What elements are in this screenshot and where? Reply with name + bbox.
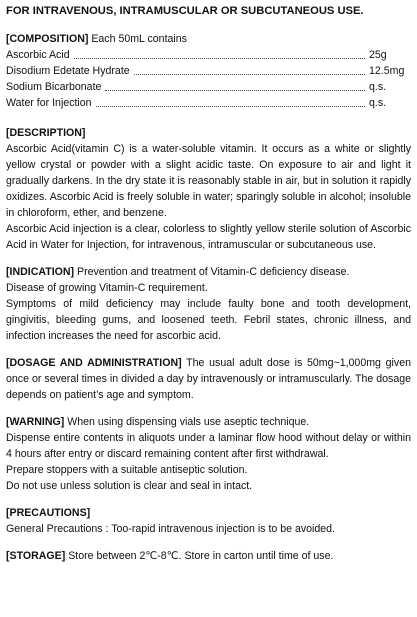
indication-section [6, 264, 411, 344]
storage-section [6, 548, 411, 564]
ingredient-amount: q.s. [369, 81, 387, 93]
description-paragraph: Ascorbic Acid injection is a clear, colorless to slightly yellow sterile solution of Ascorbic Acid in Water for Injection, for intravenous, intramuscular or subcutaneous use. [6, 223, 411, 251]
usage-title: FOR INTRAVENOUS, INTRAMUSCULAR OR SUBCUTANEOUS USE. [6, 5, 364, 17]
ingredient-amount: 12.5mg [369, 65, 405, 77]
dosage-section [6, 355, 411, 403]
leader-dots [96, 106, 365, 107]
indication-line: Disease of growing Vitamin-C requirement. [6, 282, 208, 294]
ingredient-name: Disodium Edetate Hydrate [6, 65, 130, 77]
composition-row [6, 47, 411, 63]
composition-row [6, 79, 411, 95]
leader-dots [74, 58, 365, 59]
description-paragraph: Ascorbic Acid(vitamin C) is a water-soluble vitamin. It occurs as a white or slightly yellow crystal or powder with a slight acidic taste. On exposure to air and light it gradually darkens. In the dry state it is reasonably stable in air, but in solution it rapidly oxidizes. Ascorbic Acid is freely soluble in water; sparingly soluble in alcohol; insoluble in chloroform, ether, and benzene. [6, 143, 411, 219]
precautions-section [6, 505, 411, 537]
indication-paragraph: Symptoms of mild deficiency may include faulty bone and tooth development, gingivitis, bleeding gums, and loosened teeth. Febril states, chronic illness, and infection increases the need for ascorbic acid. [6, 298, 411, 342]
composition-section [6, 31, 411, 111]
warning-section [6, 414, 411, 494]
ingredient-name: Ascorbic Acid [6, 49, 70, 61]
indication-text: Prevention and treatment of Vitamin-C deficiency disease. [74, 266, 350, 278]
ingredient-name: Sodium Bicarbonate [6, 81, 102, 93]
warning-paragraph: Dispense entire contents in aliquots under a laminar flow hood without delay or within 4 hours after entry or discard remaining content after first withdrawal. [6, 432, 411, 460]
dosage-text: The usual adult dose is 50mg~1,000mg given once or several times in divided a day by intravenously or intramuscularly. The dosage depends on patient’s age and symptom. [6, 357, 411, 401]
composition-intro: Each 50mL contains [88, 33, 187, 45]
composition-heading: [COMPOSITION] [6, 33, 89, 45]
leader-dots [134, 74, 365, 75]
description-section [6, 125, 411, 253]
indication-heading: [INDICATION] [6, 266, 75, 278]
warning-line: Do not use unless solution is clear and seal in intact. [6, 480, 253, 492]
leader-dots [105, 90, 365, 91]
description-heading: [DESCRIPTION] [6, 127, 86, 139]
composition-row [6, 95, 411, 111]
warning-text: When using dispensing vials use aseptic technique. [64, 416, 310, 428]
dosage-heading: [DOSAGE AND ADMINISTRATION] [6, 357, 182, 369]
ingredient-name: Water for Injection [6, 97, 92, 109]
warning-line: Prepare stoppers with a suitable antiseptic solution. [6, 464, 248, 476]
composition-row [6, 63, 411, 79]
storage-heading: [STORAGE] [6, 550, 66, 562]
storage-text: Store between 2℃-8℃. Store in carton until time of use. [65, 550, 334, 562]
ingredient-amount: 25g [369, 49, 387, 61]
warning-heading: [WARNING] [6, 416, 65, 428]
precautions-heading: [PRECAUTIONS] [6, 507, 91, 519]
precautions-text: General Precautions : Too-rapid intravenous injection is to be avoided. [6, 523, 335, 535]
ingredient-amount: q.s. [369, 97, 387, 109]
